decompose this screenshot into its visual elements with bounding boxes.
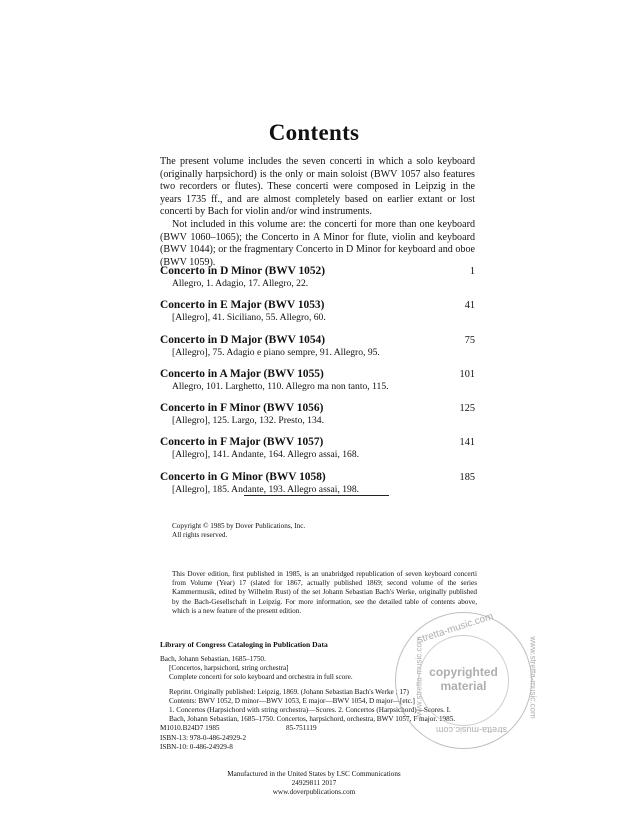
- cip-subjects: 1. Concertos (Harpsichord with string orchestra)—Scores. 2. Concertos (Harpsichord)—Scores. I. Bach, Johann Sebastian, 1685–1750. Concertos, harpsichord, orchestra, BWV 1057, F major. 1985.: [169, 706, 456, 724]
- toc-entry: [160, 333, 475, 367]
- cip-heading: Library of Congress Cataloging in Publication Data: [160, 640, 328, 649]
- cip-uniform-title: [Concertos, harpsichord, string orchestra]: [169, 664, 289, 673]
- toc-movements: [Allegro], 75. Adagio e piano sempre, 91. Allegro, 95.: [172, 346, 380, 358]
- cip-title: Complete concerti for solo keyboard and orchestra in full score.: [169, 673, 353, 682]
- copyright-watermark-stamp: [395, 611, 538, 749]
- cip-call-number: M1010.B24D7 1985: [160, 724, 220, 733]
- toc-page-number: 41: [464, 300, 475, 312]
- stamp-bottom-text: stretta-music.com: [436, 725, 508, 735]
- table-of-contents: [160, 264, 475, 504]
- copyright-notice: [172, 522, 472, 540]
- toc-entry: [160, 264, 475, 298]
- toc-title: Concerto in F Major (BWV 1057): [160, 436, 324, 449]
- stamp-center-line: material: [440, 679, 487, 693]
- toc-title: Concerto in D Major (BWV 1054): [160, 333, 326, 346]
- toc-entry: [160, 298, 475, 332]
- toc-movements: [Allegro], 141. Andante, 164. Allegro assai, 168.: [172, 449, 360, 461]
- manufactured-line: Manufactured in the United States by LSC Communications: [227, 770, 401, 778]
- toc-movements: [Allegro], 185. Andante, 193. Allegro assai, 198.: [172, 483, 360, 495]
- toc-title: Concerto in F Minor (BWV 1056): [160, 402, 324, 415]
- rights-line: All rights reserved.: [172, 531, 228, 540]
- stamp-left-text: www.stretta-music.com: [414, 636, 424, 719]
- isbn10: ISBN-10: 0-486-24929-8: [160, 742, 233, 751]
- toc-page-number: 75: [464, 334, 475, 346]
- edition-note: [172, 570, 477, 616]
- toc-entry: [160, 401, 475, 435]
- page-title: Contents: [268, 120, 360, 145]
- cip-contents: Contents: BWV 1052, D minor—BWV 1053, E major—BWV 1054, D major—[etc.]: [169, 696, 415, 705]
- edition-note-text: This Dover edition, first published in 1985, is an unabridged republication of seven keyboard concerti from Volume (Year) 17 (slated for 1867, actually published 1869; second volume of the series Kammermusik, edited by Wilhelm Rust) of the set Johann Sebastian Bach's Werke, originally published by the Bach-Gesellschaft in Leipzig. For more information, see the detailed table of contents above, which is a new feature of the present edition.: [172, 570, 477, 615]
- toc-movements: Allegro, 101. Larghetto, 110. Allegro ma non tanto, 115.: [172, 380, 389, 392]
- stamp-right-text: www.stretta-music.com: [528, 636, 538, 719]
- toc-title: Concerto in D Minor (BWV 1052): [160, 265, 326, 277]
- print-code: 24929811 2017: [291, 779, 337, 788]
- toc-entry: [160, 470, 475, 504]
- toc-entry: [160, 367, 475, 401]
- divider-rule: [244, 495, 389, 496]
- copyright-line: Copyright © 1985 by Dover Publications, Inc.: [172, 522, 306, 530]
- toc-page-number: 141: [459, 437, 475, 449]
- stamp-center-text: [426, 665, 501, 693]
- toc-page-number: 101: [459, 368, 475, 380]
- toc-page-number: 125: [459, 403, 475, 415]
- toc-title: Concerto in A Major (BWV 1055): [160, 367, 324, 380]
- intro-paragraph: Not included in this volume are: the concerti for more than one keyboard (BWV 1060–1065); the Concerto in A Minor for flute, violin and keyboard (BWV 1044); or the fragmentary Concerto in D Minor for keyboard and oboe (BWV 1059).: [160, 218, 475, 268]
- cip-lccn: 85-751119: [286, 724, 317, 733]
- toc-title: Concerto in E Major (BWV 1053): [160, 299, 325, 312]
- toc-title: Concerto in G Minor (BWV 1058): [160, 470, 326, 483]
- isbn13: ISBN-13: 978-0-486-24929-2: [160, 733, 247, 742]
- toc-page-number: 1: [469, 266, 475, 277]
- stamp-center-line: copyrighted: [429, 665, 498, 679]
- cip-author: Bach, Johann Sebastian, 1685–1750.: [160, 655, 266, 663]
- manufacturer-info: [0, 770, 628, 798]
- stamp-top-text: stretta-music.com: [416, 611, 495, 646]
- toc-movements: Allegro, 1. Adagio, 17. Allegro, 22.: [172, 278, 309, 289]
- cip-reprint: Reprint. Originally published: Leipzig, 1869. (Johann Sebastian Bach's Werke ; 17): [169, 687, 409, 696]
- publisher-website: www.doverpublications.com: [272, 788, 356, 797]
- toc-movements: [Allegro], 41. Siciliano, 55. Allegro, 60.: [172, 312, 326, 324]
- toc-movements: [Allegro], 125. Largo, 132. Presto, 134.: [172, 415, 324, 427]
- toc-entry: [160, 435, 475, 469]
- intro-text: [160, 156, 475, 269]
- toc-page-number: 185: [459, 471, 475, 483]
- intro-paragraph: The present volume includes the seven concerti in which a solo keyboard (originally harpsichord) is the only or main soloist (BWV 1057 also features two recorders or flutes). These concerti were composed in Leipzig in the years 1735 ff., and are almost completely based on earlier extant or lost concerti by Bach for violin and/or wind instruments.: [160, 156, 475, 218]
